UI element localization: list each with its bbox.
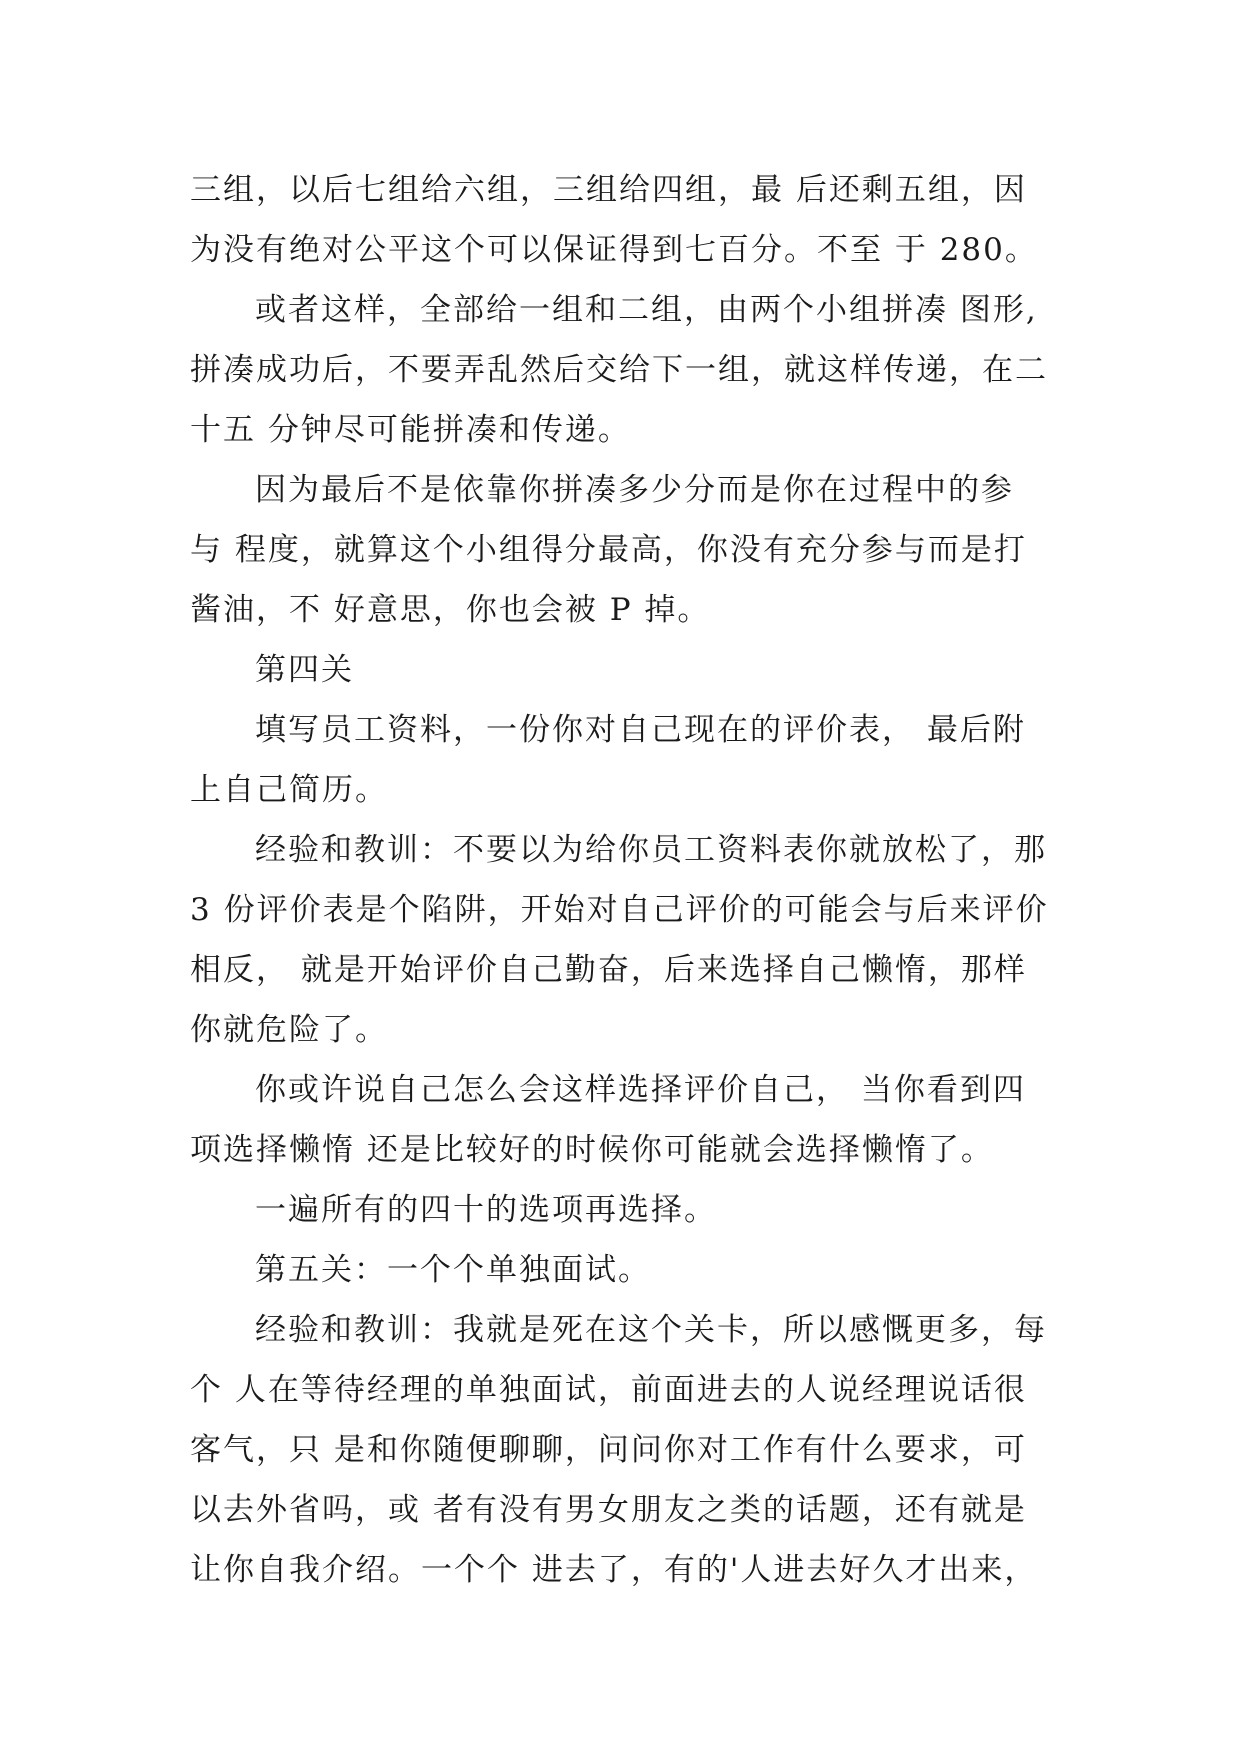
text-line: 经验和教训：不要以为给你员工资料表你就放松了，那 [255, 832, 1047, 868]
text-line: 一遍所有的四十的选项再选择。 [255, 1192, 717, 1228]
text-line: 或者这样，全部给一组和二组，由两个小组拼凑 图形, [255, 292, 1038, 328]
section-heading: 第四关 [255, 652, 354, 688]
text-line: 经验和教训：我就是死在这个关卡，所以感慨更多，每 [255, 1312, 1047, 1348]
text-line: 3 份评价表是个陷阱，开始对自己评价的可能会与后来评价 [190, 892, 1049, 928]
text-line: 拼凑成功后，不要弄乱然后交给下一组，就这样传递，在二 [190, 352, 1048, 388]
text-line: 项选择懒惰 还是比较好的时候你可能就会选择懒惰了。 [190, 1132, 994, 1168]
section-heading: 第五关：一个个单独面试。 [255, 1252, 651, 1288]
text-line: 个 人在等待经理的单独面试，前面进去的人说经理说话很 [190, 1372, 1027, 1408]
text-line: 你就危险了。 [190, 1012, 388, 1048]
text-line: 让你自我介绍。一个个 进去了，有的'人进去好久才出来， [190, 1552, 1038, 1588]
text-line: 三组，以后七组给六组，三组给四组，最 后还剩五组，因 [190, 172, 1027, 208]
text-line: 客气，只 是和你随便聊聊，问问你对工作有什么要求，可 [190, 1432, 1027, 1468]
text-line: 上自己简历。 [190, 772, 388, 808]
text-line: 酱油，不 好意思，你也会被 P 掉。 [190, 592, 711, 628]
text-line: 与 程度，就算这个小组得分最高，你没有充分参与而是打 [190, 532, 1027, 568]
text-line: 相反， 就是开始评价自己勤奋，后来选择自己懒惰，那样 [190, 952, 1027, 988]
text-line: 以去外省吗，或 者有没有男女朋友之类的话题，还有就是 [190, 1492, 1027, 1528]
text-line: 十五 分钟尽可能拼凑和传递。 [190, 412, 631, 448]
text-line: 为没有绝对公平这个可以保证得到七百分。不至 于 280。 [190, 232, 1038, 268]
text-line: 因为最后不是依靠你拼凑多少分而是你在过程中的参 [255, 472, 1014, 508]
text-line: 你或许说自己怎么会这样选择评价自己， 当你看到四 [255, 1072, 1026, 1108]
document-page [190, 160, 1060, 1600]
text-line: 填写员工资料，一份你对自己现在的评价表， 最后附 [255, 712, 1026, 748]
